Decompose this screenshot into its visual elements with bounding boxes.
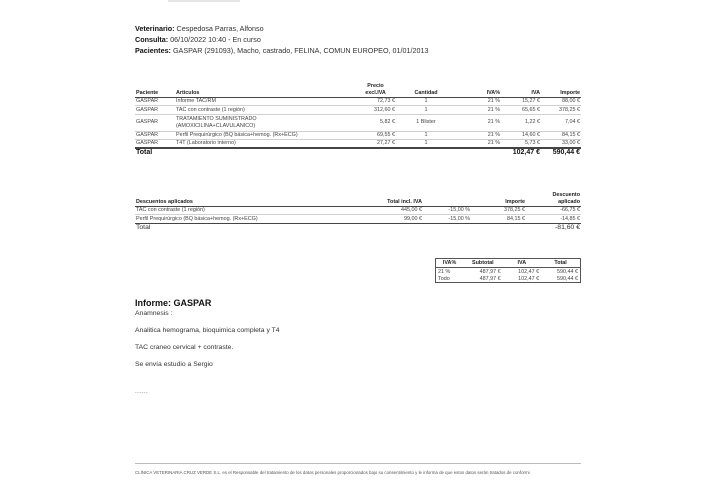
cut-off-header: [168, 0, 240, 2]
cell-importe: 88,00 €: [562, 98, 580, 104]
cell-iva: 14,60 €: [522, 132, 540, 138]
table-row: [135, 206, 581, 215]
cell-importe: 7,04 €: [565, 119, 580, 126]
cell-descuento: -66,75 €: [560, 207, 580, 213]
cell-cantidad: 1: [424, 140, 428, 147]
consultation-line: [135, 34, 261, 45]
col-cantidad: Cantidad: [414, 89, 438, 96]
summary-header-row: [436, 259, 581, 268]
cell-descuento: -14,85 €: [560, 215, 580, 222]
col-pct: [423, 188, 471, 206]
cell-iva: 1,22 €: [525, 119, 540, 126]
col-importe: Importe: [560, 89, 580, 96]
col-precio: Precio excl.IVA: [365, 82, 386, 96]
cell-importe: 378,25 €: [504, 207, 525, 213]
col-iva: IVA: [531, 89, 540, 96]
table-row: [135, 97, 581, 106]
cell-articulo: TAC con contraste (1 región): [176, 106, 245, 113]
cell-total: 590,44 €: [557, 268, 578, 275]
cell-precio: 72,73 €: [377, 98, 395, 104]
col-subtotal: Subtotal: [472, 260, 494, 266]
vat-summary-table: [435, 258, 581, 283]
cell-iva: 102,47 €: [518, 275, 540, 282]
total-label: Total: [136, 224, 151, 231]
veterinarian-label: Veterinario:: [135, 24, 175, 33]
report-line: Analitica hemograma, bioquimica completa y T4: [135, 327, 280, 334]
table-row: [135, 131, 581, 140]
cell-articulo: TRATAMIENTO SUMINISTRADO (AMOXICILINA+CLAVULANICO): [176, 116, 257, 129]
table-row: [135, 215, 581, 224]
cell-iva-pct: Todo: [438, 275, 450, 282]
cell-cantidad: 1: [424, 98, 428, 104]
cell-precio: 312,60 €: [374, 106, 395, 113]
cell-precio: 27,27 €: [377, 140, 395, 147]
cell-iva-pct: 21 %: [487, 106, 500, 113]
report-section: [135, 298, 280, 369]
cell-precio: 69,55 €: [377, 132, 395, 138]
cell-articulo: TAC con contraste (1 región): [136, 207, 205, 213]
items-table: [135, 80, 581, 158]
cell-iva: 5,73 €: [525, 140, 540, 147]
items-header-row: [135, 80, 581, 97]
footer-divider: [135, 463, 581, 464]
report-separator: ------: [135, 390, 148, 396]
cell-iva-pct: 21 %: [487, 98, 500, 104]
patients-value: GASPAR (291093), Macho, castrado, FELINA, COMUN EUROPEO, 01/01/2013: [172, 46, 429, 55]
footer-legal-text: CLÍNICA VETERINARIA CRUZ VERDE S.L. es el Responsable del tratamiento de los datos personales proporcionados bajo su consentimiento y le informa de que estos datos serán tratados de conformi: [135, 470, 530, 475]
col-iva-pct: IVA%: [486, 89, 500, 96]
cell-importe: 84,15 €: [562, 132, 580, 138]
cell-iva-pct: 21 %: [487, 132, 500, 138]
table-row: [436, 275, 581, 283]
table-row: [436, 268, 581, 276]
cell-articulo: Perfil Prequirúrgico (BQ básica+hemog. (Rx+ECG): [176, 132, 298, 138]
col-total-incl-iva: Total incl. IVA: [387, 198, 422, 205]
cell-pct: -15,00 %: [448, 207, 470, 213]
cell-articulo: Perfil Prequirúrgico (BQ básica+hemog. (Rx+ECG): [136, 215, 258, 222]
report-title: Informe: GASPAR: [135, 298, 212, 308]
cell-paciente: GASPAR: [136, 106, 159, 113]
total-iva: 102,47 €: [512, 149, 540, 157]
cell-iva: 102,47 €: [518, 268, 540, 275]
cell-cantidad: 1: [424, 132, 428, 138]
total-importe: 590,44 €: [552, 149, 580, 157]
cell-total-incl-iva: 445,00 €: [401, 207, 422, 213]
cell-subtotal: 487,97 €: [479, 275, 501, 282]
cell-cantidad: 1: [424, 106, 428, 113]
cell-articulo: Informe TAC/RM: [176, 98, 216, 104]
report-line: TAC craneo cervical + contraste.: [135, 344, 234, 351]
cell-paciente: GASPAR: [136, 98, 159, 104]
discounts-header-row: [135, 188, 581, 206]
cell-iva: 65,65 €: [522, 106, 540, 113]
items-total-row: [135, 148, 581, 158]
anamnesis-label: Anamnesis :: [135, 310, 173, 317]
report-line: Se envía estudio a Sergio: [135, 361, 213, 368]
total-descuento: -81,60 €: [555, 224, 580, 231]
cell-subtotal: 487,97 €: [479, 268, 501, 275]
cell-articulo: T4T (Laboratorio interno): [176, 140, 236, 147]
cell-paciente: GASPAR: [136, 140, 159, 147]
total-label: Total: [136, 149, 153, 157]
cell-iva-pct: 21 %: [438, 268, 451, 275]
cell-cantidad: 1 Blister: [416, 119, 436, 126]
col-paciente: Paciente: [136, 89, 159, 96]
cell-pct: -15,00 %: [448, 215, 470, 222]
cell-importe: 33,00 €: [562, 140, 580, 147]
veterinarian-line: [135, 23, 264, 34]
col-iva-pct: IVA%: [442, 260, 457, 266]
col-total: Total: [554, 260, 567, 266]
cell-iva-pct: 21 %: [487, 140, 500, 147]
patients-line: [135, 45, 429, 56]
col-articulos: Articulos: [176, 89, 200, 96]
discounts-total-row: [135, 223, 581, 233]
col-descuento-aplicado: Descuento aplicado: [552, 191, 580, 205]
col-importe: Importe: [505, 198, 525, 205]
cell-iva-pct: 21 %: [487, 119, 500, 126]
consultation-value: 06/10/2022 10:40 - En curso: [170, 35, 261, 44]
patients-label: Pacientes:: [135, 46, 171, 55]
discounts-table: [135, 188, 581, 233]
cell-precio: 5,82 €: [380, 119, 395, 126]
table-row: [135, 140, 581, 149]
cell-importe: 378,25 €: [559, 106, 580, 113]
col-iva: IVA: [517, 260, 527, 266]
table-row: [135, 114, 581, 131]
veterinarian-value: Cespedosa Parras, Alfonso: [176, 24, 264, 33]
cell-total: 590,44 €: [557, 275, 578, 282]
cell-paciente: GASPAR: [136, 119, 159, 126]
table-row: [135, 106, 581, 115]
consultation-label: Consulta:: [135, 35, 169, 44]
cell-paciente: GASPAR: [136, 132, 159, 138]
col-descuentos: Descuentos aplicados: [136, 198, 193, 205]
cell-importe: 84,15 €: [507, 215, 525, 222]
cell-iva: 15,27 €: [522, 98, 540, 104]
cell-total-incl-iva: 99,00 €: [404, 215, 422, 222]
